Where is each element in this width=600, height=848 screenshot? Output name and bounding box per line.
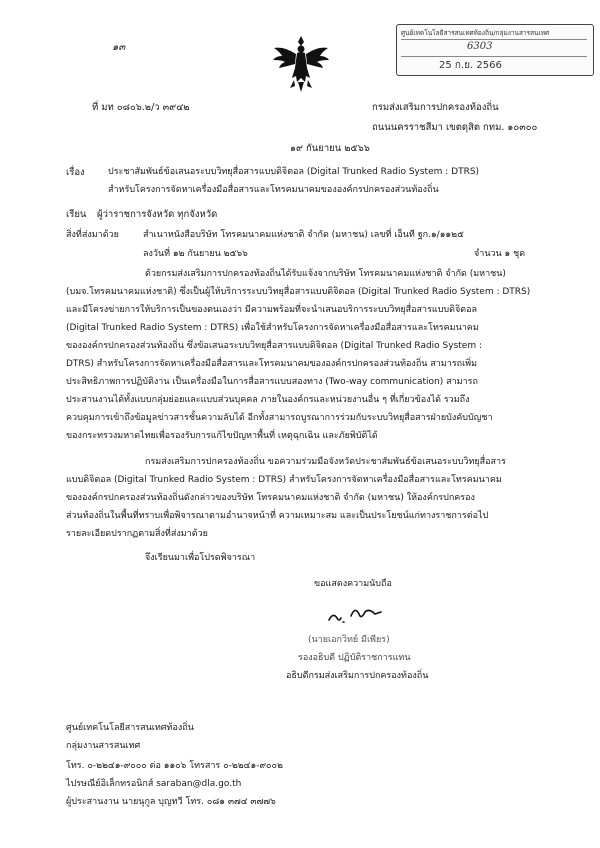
subject-line-2: สำหรับโครงการจัดหาเครื่องมือสื่อสารและโทรคมนาคมขององค์กรปกครองส่วนท้องถิ่น — [108, 185, 439, 195]
paragraph-1-line: และมีโครงข่ายการให้บริการเป็นของตนเองว่า มีความพร้อมที่จะนำเสนอบริการระบบวิทยุสื่อสารแบบดิจิตอล — [66, 305, 478, 315]
paragraph-2-line: ขององค์กรปกครองส่วนท้องถิ่นดังกล่าวของบริษัท โทรคมนาคมแห่งชาติ จำกัด (มหาชน) ให้องค์กรปกครอง — [66, 493, 475, 503]
subject-line-1: ประชาสัมพันธ์ข้อเสนอระบบวิทยุสื่อสารแบบดิจิตอล (Digital Trunked Radio System : DTRS) — [108, 167, 480, 177]
paragraph-1-line: ขององค์กรปกครองส่วนท้องถิ่น ซึ่งข้อเสนอระบบวิทยุสื่อสารแบบดิจิตอล (Digital Trunked Radio System : — [66, 341, 483, 351]
paragraph-2-line: รายละเอียดปรากฏตามสิ่งที่ส่งมาด้วย — [66, 529, 208, 539]
paragraph-1-line: ประสานงานได้ทั้งแบบกลุ่มย่อยและแบบส่วนบุคคล ภายในองค์กรและหน่วยงานอื่น ๆ ที่เกี่ยวข้องได้ รวมถึง — [66, 395, 470, 405]
closing-phrase: ขอแสดงความนับถือ — [314, 579, 392, 589]
garuda-emblem-icon — [270, 34, 332, 96]
attachment-date: ลงวันที่ ๑๒ กันยายน ๒๕๖๖ — [143, 249, 248, 259]
paragraph-1-line: ประสิทธิภาพการปฏิบัติงาน เป็นเครื่องมือในการสื่อสารแบบสองทาง (Two-way communication) สามารถ — [66, 377, 478, 387]
paragraph-1-line: (Digital Trunked Radio System : DTRS) เพื่อใช้สำหรับโครงการจัดหาเครื่องมือสื่อสารและโทรคมนาคม — [66, 323, 479, 333]
document-number: ที่ มท ๐๘๐๖.๒/ว ๓๙๔๒ — [92, 102, 190, 113]
paragraph-2-line: แบบดิจิตอล (Digital Trunked Radio System : DTRS) สำหรับโครงการจัดหาเครื่องมือสื่อสารและโทรคมนาคม — [66, 475, 502, 485]
closing-request: จึงเรียนมาเพื่อโปรดพิจารณา — [145, 553, 256, 563]
document-date: ๑๙ กันยายน ๒๕๖๖ — [290, 143, 370, 154]
stamp-header: ศูนย์เทคโนโลยีสารสนเทศท้องถิ่น/กลุ่มงานสารสนเทศ — [401, 29, 550, 37]
receipt-stamp — [396, 24, 594, 76]
signatory-position-1: รองอธิบดี ปฏิบัติราชการแทน — [298, 653, 411, 663]
signatory-name: (นายเอกวิทย์ มีเพียร) — [308, 635, 390, 645]
attachment-count: จำนวน ๑ ชุด — [474, 249, 526, 259]
paragraph-1-line: ด้วยกรมส่งเสริมการปกครองท้องถิ่นได้รับแจ้งจากบริษัท โทรคมนาคมแห่งชาติ จำกัด (มหาชน) — [145, 269, 506, 279]
paragraph-1-line: ควบคุมการเข้าถึงข้อมูลข่าวสารชั้นความลับได้ อีกทั้งสามารถบูรณาการร่วมกับระบบวิทยุสื่อสารฝ่ายบังคับบัญชา — [66, 413, 493, 423]
stamp-number: 6303 — [467, 41, 493, 52]
attachment-text: สำเนาหนังสือบริษัท โทรคมนาคมแห่งชาติ จำกัด (มหาชน) เลขที่ เอ็นที ฐก.๑/๑๑๒๕ — [143, 230, 464, 240]
paragraph-1-line: DTRS) สำหรับโครงการจัดหาเครื่องมือสื่อสารและโทรคมนาคมขององค์กรปกครองส่วนท้องถิ่น สามารถเพิ่ม — [66, 359, 478, 369]
attachment-label: สิ่งที่ส่งมาด้วย — [66, 230, 119, 240]
stamp-date: 25 ก.ย. 2566 — [439, 60, 502, 71]
paragraph-2-line: ส่วนท้องถิ่นในพื้นที่ทราบเพื่อพิจารณาตามอำนาจหน้าที่ ความเหมาะสม และเป็นประโยชน์แก่ทางราชการต่อไป — [66, 511, 489, 521]
handwritten-signature-icon — [325, 598, 385, 628]
footer-department: ศูนย์เทคโนโลยีสารสนเทศท้องถิ่น — [66, 723, 194, 733]
subject-label: เรื่อง — [66, 167, 85, 178]
handwritten-mark: ๑๓ — [112, 42, 126, 53]
issuing-organization: กรมส่งเสริมการปกครองท้องถิ่น — [372, 102, 499, 113]
paragraph-1-line: ของกระทรวงมหาดไทยเพื่อรองรับการแก้ไขปัญหาพื้นที่ เหตุฉุกเฉิน และภัยพิบัติได้ — [66, 431, 378, 441]
footer-phone: โทร. ๐-๒๒๔๑-๙๐๐๐ ต่อ ๑๑๐๖ โทรสาร ๐-๒๒๔๑-๙๐๐๒ — [66, 761, 283, 771]
paragraph-2-line: กรมส่งเสริมการปกครองท้องถิ่น ขอความร่วมมือจังหวัดประชาสัมพันธ์ข้อเสนอระบบวิทยุสื่อสาร — [145, 457, 506, 467]
organization-address: ถนนนครราชสีมา เขตดุสิต กทม. ๑๐๓๐๐ — [372, 122, 538, 133]
stamp-divider — [401, 56, 587, 57]
footer-coordinator: ผู้ประสานงาน นายนุกูล บุญทวี โทร. ๐๘๑ ๓๗๔ ๓๗๗๖ — [66, 797, 276, 807]
signatory-position-2: อธิบดีกรมส่งเสริมการปกครองท้องถิ่น — [286, 671, 429, 681]
recipient-label: เรียน — [66, 209, 87, 220]
recipient-text: ผู้ว่าราชการจังหวัด ทุกจังหวัด — [97, 209, 218, 220]
stamp-divider — [401, 39, 587, 40]
footer-email: ไปรษณีย์อิเล็กทรอนิกส์ saraban@dla.go.th — [66, 779, 242, 789]
paragraph-1-line: (บมจ.โทรคมนาคมแห่งชาติ) ซึ่งเป็นผู้ให้บริการระบบวิทยุสื่อสารแบบดิจิตอล (Digital Trunked Radio System : DTRS) — [66, 287, 531, 297]
footer-group: กลุ่มงานสารสนเทศ — [66, 741, 141, 751]
